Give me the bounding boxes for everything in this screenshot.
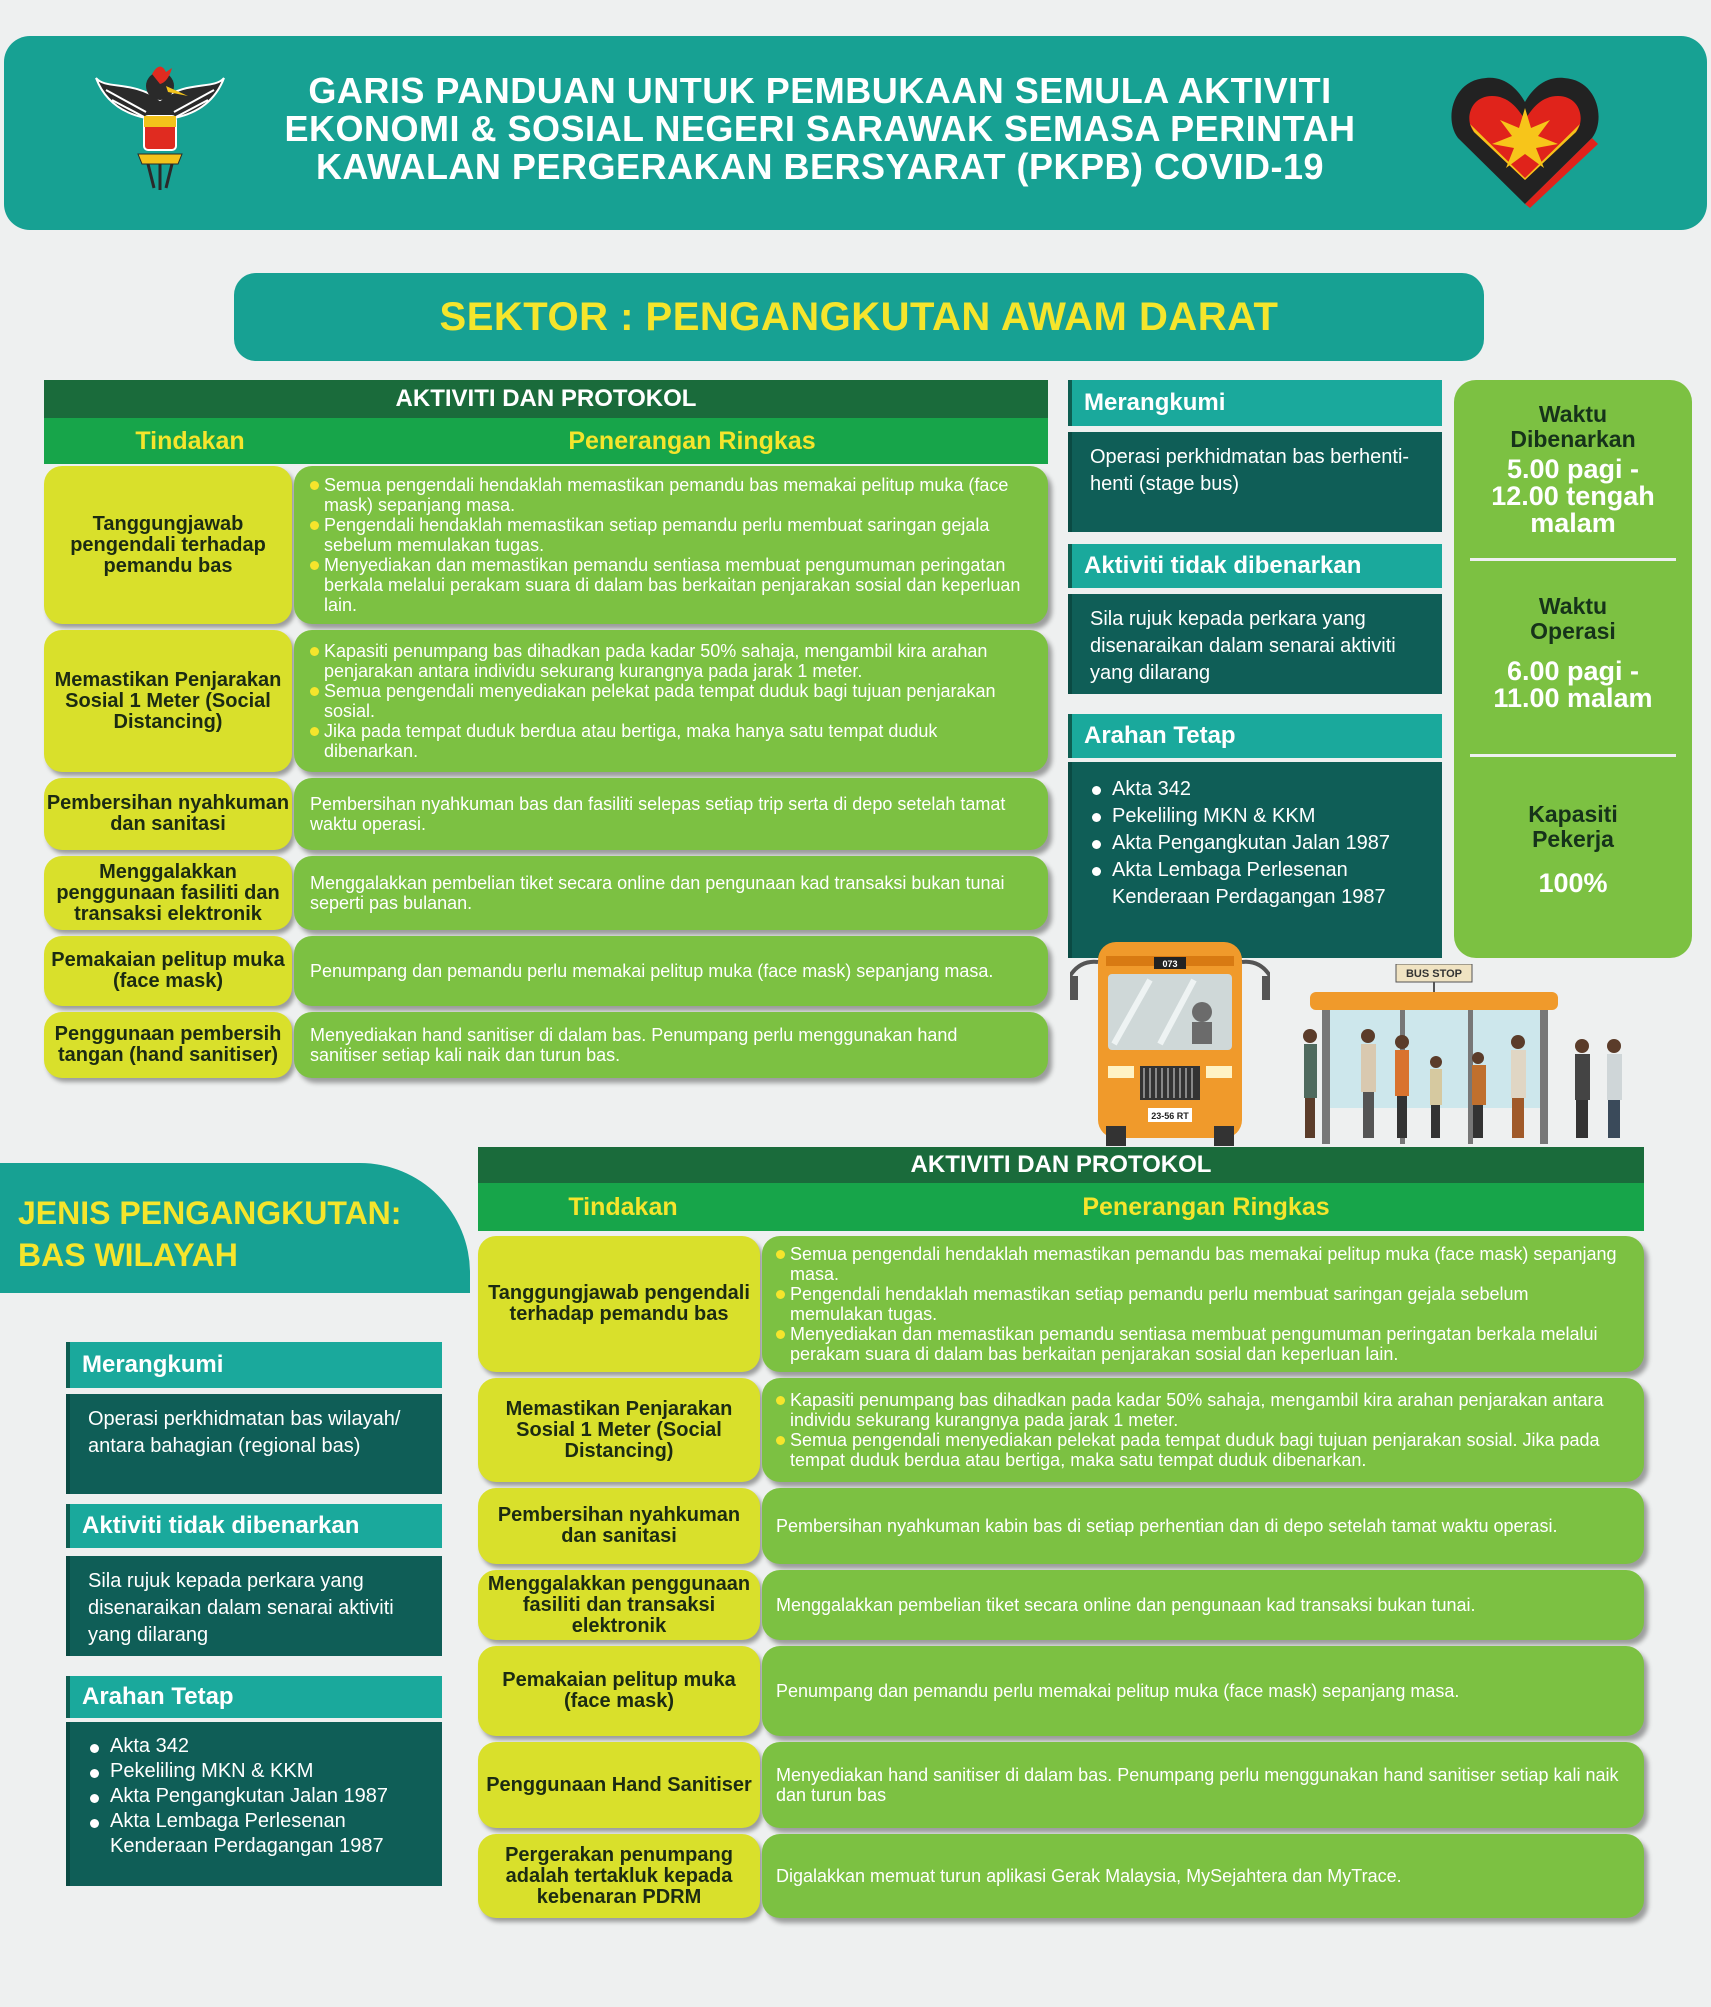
arahan-tetap-header: Arahan Tetap [66,1676,442,1718]
desc-cell: Pembersihan nyahkuman kabin bas di setiap perhentian dan di depo setelah tamat waktu operasi. [762,1488,1644,1564]
desc-bullet: Semua pengendali hendaklah memastikan pemandu bas memakai pelitup muka (face mask) sepanjang masa. [310,475,1028,515]
arahan-item: Pekeliling MKN & KKM [1090,803,1424,830]
desc-cell: Menyediakan hand sanitiser di dalam bas. Penumpang perlu menggunakan hand sanitiser setiap kali naik dan turun bas. [294,1012,1048,1078]
desc-cell: Penumpang dan pemandu perlu memakai pelitup muka (face mask) sepanjang masa. [762,1646,1644,1736]
table2-body [478,1236,1644,1918]
action-cell: Memastikan Penjarakan Sosial 1 Meter (Social Distancing) [44,630,292,772]
bus-stop-sign: BUS STOP [1405,968,1463,980]
arahan-item: Pekeliling MKN & KKM [88,1759,424,1784]
desc-cell: Digalakkan memuat turun aplikasi Gerak Malaysia, MySejahtera dan MyTrace. [762,1834,1644,1918]
desc-bullet: Menyediakan dan memastikan pemandu sentiasa membuat pengumuman peringatan berkala melalui perakam suara di dalam bas berkaitan penjarakan sosial dan keperluan lain. [776,1324,1626,1364]
aktiviti-larang-header: Aktiviti tidak dibenarkan [66,1504,442,1548]
divider [1470,558,1676,561]
title-line-3: KAWALAN PERGERAKAN BERSYARAT (PKPB) COVID-19 [315,146,1325,187]
table-row [44,630,1048,772]
desc-cell: Menyediakan hand sanitiser di dalam bas. Penumpang perlu menggunakan hand sanitiser setiap kali naik dan turun bas [762,1742,1644,1828]
arahan-tetap-header: Arahan Tetap [1068,714,1442,758]
kapasiti-value: 100% [1538,868,1608,898]
divider [1470,754,1676,757]
desc-cell: Menggalakkan pembelian tiket secara online dan pengunaan kad transaksi bukan tunai seperti pas bulanan. [294,856,1048,930]
merangkumi-header: Merangkumi [1068,380,1442,426]
action-cell: Tanggungjawab pengendali terhadap pemandu bas [44,466,292,624]
merangkumi-header: Merangkumi [66,1342,442,1388]
aktiviti-larang-body: Sila rujuk kepada perkara yang disenaraikan dalam senarai aktiviti yang dilarang [66,1556,442,1656]
action-cell: Pembersihan nyahkuman dan sanitasi [478,1488,760,1564]
table1-header [44,418,1048,464]
action-cell: Tanggungjawab pengendali terhadap pemandu bas [478,1236,760,1372]
table2-header [478,1183,1644,1231]
desc-cell [294,630,1048,772]
jenis-line2: BAS WILAYAH [18,1237,238,1273]
table1-col-desc: Penerangan Ringkas [568,426,816,455]
sarawak-heart-logo-icon [1450,68,1600,208]
desc-cell: Pembersihan nyahkuman bas dan fasiliti selepas setiap trip serta di depo setelah tamat waktu operasi. [294,778,1048,850]
action-cell: Menggalakkan penggunaan fasiliti dan transaksi elektronik [44,856,292,930]
action-cell: Pemakaian pelitup muka (face mask) [44,936,292,1006]
waktu-dibenarkan-label: Waktu Dibenarkan [1510,401,1636,452]
table-row [478,1236,1644,1372]
sarawak-coat-of-arms-icon [92,60,228,196]
table1-body [44,466,1048,1078]
desc-bullet: Semua pengendali menyediakan pelekat pada tempat duduk bagi tujuan penjarakan sosial. Jika pada tempat duduk berdua atau bertiga, maka satu tempat duduk dibenarkan. [776,1430,1626,1470]
waktu-operasi-label: Waktu Operasi [1530,593,1616,644]
arahan-item: Akta Pengangkutan Jalan 1987 [1090,830,1424,857]
jenis-line1: JENIS PENGANGKUTAN: [18,1195,402,1231]
arahan-item: Akta 342 [1090,776,1424,803]
table-row [44,856,1048,930]
waktu-dibenarkan [1454,402,1692,537]
page-title [220,72,1420,186]
desc-bullet: Pengendali hendaklah memastikan setiap pemandu perlu membuat saringan gejala sebelum memulakan tugas. [310,515,1028,555]
arahan-tetap-body [1068,762,1442,958]
table2-col-action: Tindakan [568,1192,678,1221]
desc-bullet: Semua pengendali menyediakan pelekat pada tempat duduk bagi tujuan penjarakan sosial. [310,681,1028,721]
table1-col-action: Tindakan [135,426,245,455]
table1-title [44,380,1048,418]
table1-title-text: AKTIVITI DAN PROTOKOL [395,385,697,412]
action-cell: Penggunaan pembersih tangan (hand sanitiser) [44,1012,292,1078]
merangkumi-body: Operasi perkhidmatan bas berhenti-henti (stage bus) [1068,432,1442,532]
table2-col-desc: Penerangan Ringkas [1082,1192,1330,1221]
sector-label: SEKTOR : PENGANGKUTAN AWAM DARAT [439,294,1279,339]
desc-cell: Menggalakkan pembelian tiket secara online dan pengunaan kad transaksi bukan tunai. [762,1570,1644,1640]
aktiviti-larang-body: Sila rujuk kepada perkara yang disenaraikan dalam senarai aktiviti yang dilarang [1068,594,1442,694]
arahan-item: Akta 342 [88,1734,424,1759]
merangkumi-body: Operasi perkhidmatan bas wilayah/ antara bahagian (regional bas) [66,1394,442,1494]
desc-bullet: Semua pengendali hendaklah memastikan pemandu bas memakai pelitup muka (face mask) sepanjang masa. [776,1244,1626,1284]
action-cell: Pembersihan nyahkuman dan sanitasi [44,778,292,850]
sector-title [234,273,1484,361]
action-cell: Pergerakan penumpang adalah tertakluk kepada kebenaran PDRM [478,1834,760,1918]
desc-cell [762,1378,1644,1482]
desc-bullet: Kapasiti penumpang bas dihadkan pada kadar 50% sahaja, mengambil kira arahan penjarakan antara individu sekurang kurangnya pada jarak 1 meter. [310,641,1028,681]
jenis-pengangkutan-title [18,1192,438,1276]
table-row [44,466,1048,624]
waktu-dibenarkan-value: 5.00 pagi - 12.00 tengah malam [1491,454,1655,538]
bus-illustration-icon [1070,940,1270,1148]
arahan-item: Akta Lembaga Perlesenan Kenderaan Perdagangan 1987 [1090,857,1424,911]
table2-title-text: AKTIVITI DAN PROTOKOL [910,1151,1212,1178]
table-row [44,936,1048,1006]
table-row [478,1742,1644,1828]
aktiviti-larang-header: Aktiviti tidak dibenarkan [1068,544,1442,588]
title-line-1: GARIS PANDUAN UNTUK PEMBUKAAN SEMULA AKTIVITI [308,70,1332,111]
table-row [478,1834,1644,1918]
table-row [478,1570,1644,1640]
desc-bullet: Kapasiti penumpang bas dihadkan pada kadar 50% sahaja, mengambil kira arahan penjarakan antara individu sekurang kurangnya pada jarak 1 meter. [776,1390,1626,1430]
table-row [478,1488,1644,1564]
title-line-2: EKONOMI & SOSIAL NEGERI SARAWAK SEMASA PERINTAH [284,108,1356,149]
table2-title [478,1147,1644,1183]
action-cell: Memastikan Penjarakan Sosial 1 Meter (Social Distancing) [478,1378,760,1482]
action-cell: Pemakaian pelitup muka (face mask) [478,1646,760,1736]
kapasiti-pekerja [1454,802,1692,897]
bus-plate-label: 23-56 RT [1151,1111,1189,1121]
table-row [478,1646,1644,1736]
waktu-operasi-value: 6.00 pagi - 11.00 malam [1493,656,1653,713]
table-row [44,778,1048,850]
arahan-item: Akta Lembaga Perlesenan Kenderaan Perdagangan 1987 [88,1809,424,1859]
arahan-item: Akta Pengangkutan Jalan 1987 [88,1784,424,1809]
table-row [478,1378,1644,1482]
table-row [44,1012,1048,1078]
desc-cell: Penumpang dan pemandu perlu memakai pelitup muka (face mask) sepanjang masa. [294,936,1048,1006]
bus-route-label: 073 [1162,959,1178,969]
desc-bullet: Jika pada tempat duduk berdua atau bertiga, maka hanya satu tempat duduk dibenarkan. [310,721,1028,761]
kapasiti-label: Kapasiti Pekerja [1528,801,1618,852]
desc-cell [762,1236,1644,1372]
waktu-operasi [1454,594,1692,712]
operating-hours-box [1454,380,1692,958]
desc-cell [294,466,1048,624]
action-cell: Menggalakkan penggunaan fasiliti dan transaksi elektronik [478,1570,760,1640]
bus-stop-illustration-icon [1300,964,1640,1146]
desc-bullet: Menyediakan dan memastikan pemandu sentiasa membuat pengumuman peringatan berkala melalui perakam suara di dalam bas berkaitan penjarakan sosial dan keperluan lain. [310,555,1028,615]
action-cell: Penggunaan Hand Sanitiser [478,1742,760,1828]
arahan-tetap-body [66,1722,442,1886]
desc-bullet: Pengendali hendaklah memastikan setiap pemandu perlu membuat saringan gejala sebelum memulakan tugas. [776,1284,1626,1324]
